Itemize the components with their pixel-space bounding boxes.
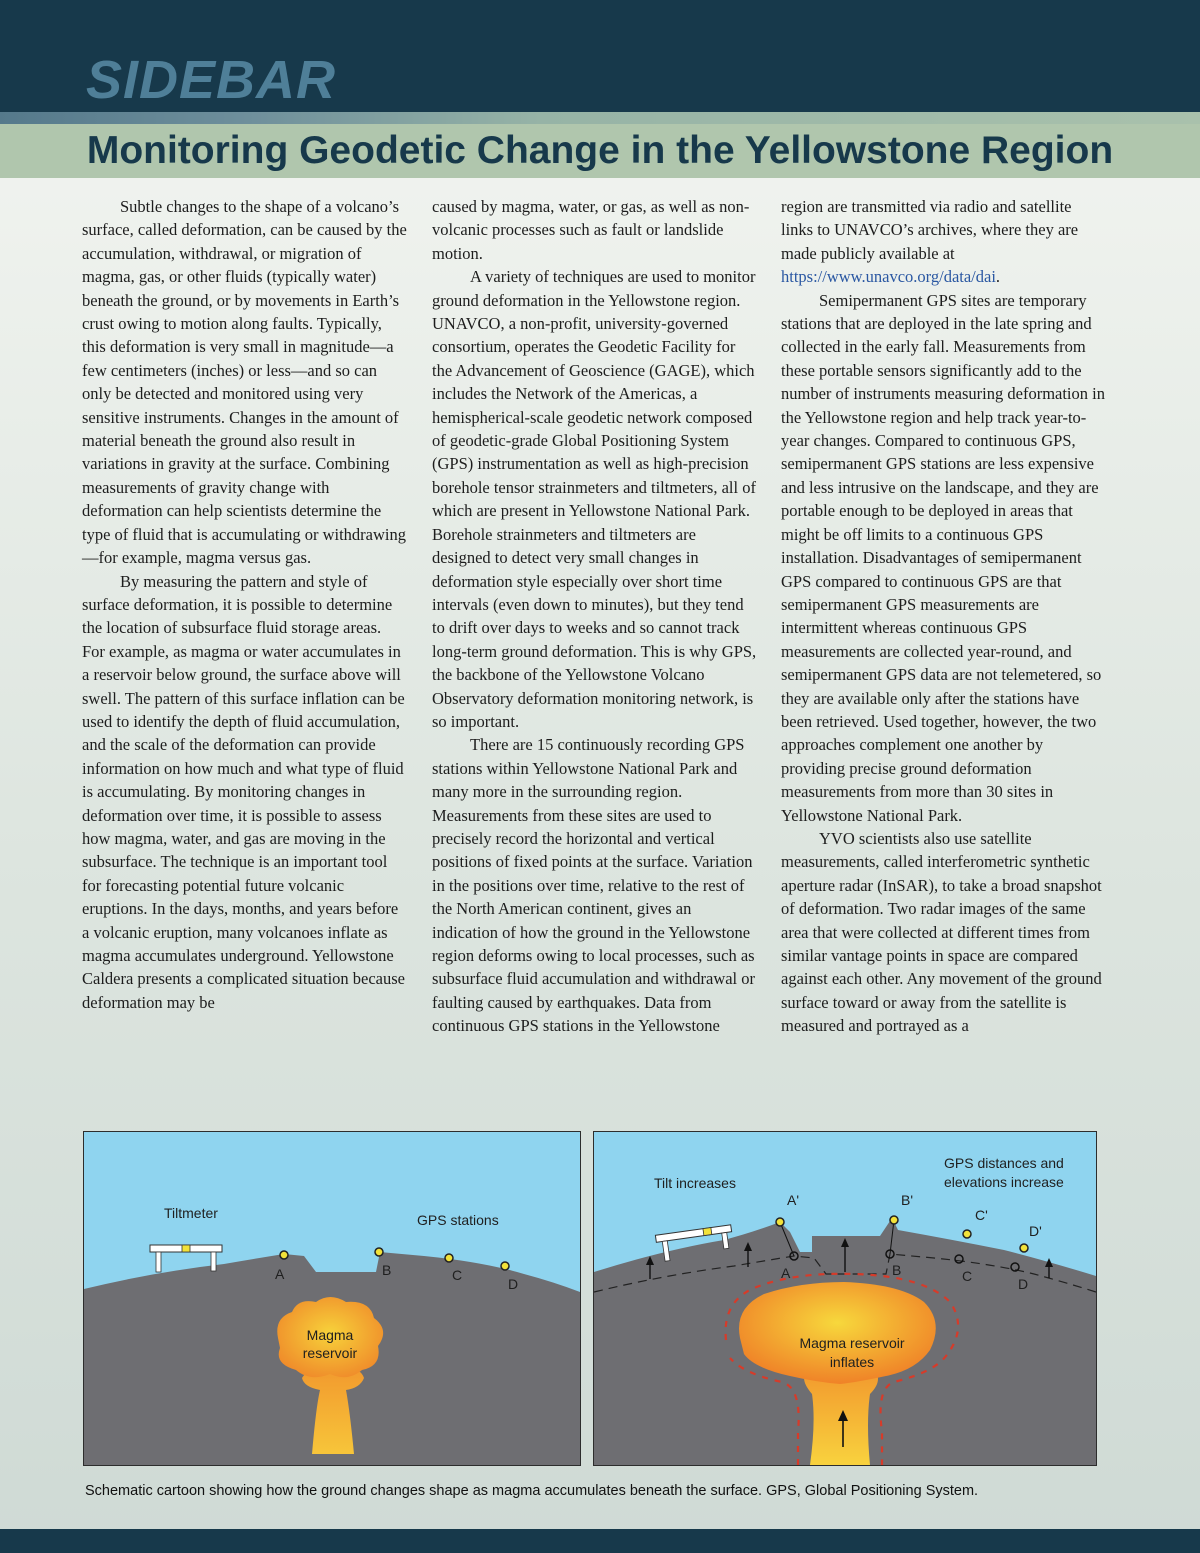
gps-station-icon [375, 1248, 383, 1256]
unavco-link[interactable]: https://www.unavco.org/data/dai [781, 267, 996, 287]
station-label-d: D [508, 1276, 519, 1292]
gps-station-icon [280, 1251, 288, 1259]
gps-station-icon [445, 1254, 453, 1262]
station-label-a-prime: A' [787, 1192, 800, 1208]
station-label-a: A [275, 1266, 285, 1282]
paragraph: By measuring the pattern and style of surface deformation, it is possible to determine the location of subsurface fluid storage areas. For example, as magma or water accumulates in a reservoir below ground, the surface above will swell. The pattern of this surface inflation can be used to identify the depth of fluid accumulation, and the scale of the deformation can provide information on how much and what type of fluid is accumulating. By monitoring changes in deformation over time, it is possible to assess how magma, water, and gas are moving in the subsurface. The technique is an important tool for forecasting potential future volcanic eruptions. In the days, months, and years before a volcanic eruption, many volcanoes inflate as magma accumulates underground. Yellowstone Caldera presents a complicated situation because deformation may be [82, 571, 405, 1012]
figure-caption: Schematic cartoon showing how the ground changes shape as magma accumulates beneath the surface. GPS, Global Positioning System. [85, 1483, 979, 1499]
gps-change-label-line1: GPS distances and [944, 1155, 1064, 1171]
station-label-b-prime: B' [901, 1192, 914, 1208]
sidebar-label: SIDEBAR [86, 50, 337, 110]
figure-panel-after [593, 1131, 1097, 1466]
cross-section-before [84, 1132, 580, 1465]
station-label-a: A [781, 1265, 791, 1281]
text-column-1 [82, 195, 407, 1014]
station-label-b: B [382, 1262, 392, 1278]
tiltmeter-label: Tiltmeter [164, 1205, 218, 1221]
station-label-d-prime: D' [1029, 1223, 1042, 1239]
gps-stations-label: GPS stations [417, 1212, 499, 1228]
paragraph-text: . [995, 267, 1001, 287]
tilt-increases-label: Tilt increases [654, 1175, 736, 1191]
footer-bar [0, 1529, 1200, 1553]
magma-label-line2: reservoir [302, 1345, 358, 1361]
header-divider [0, 112, 1200, 124]
gps-station-icon [1020, 1244, 1028, 1252]
paragraph: YVO scientists also use satellite measurements, called interferometric synthetic aperture radar (InSAR), to take a broad snapshot of deformation. Two radar images of the same area that were collected at different times from similar vantage points in space are compared against each other. Any movement of the ground surface toward or away from the satellite is measured and portrayed as a [781, 828, 1102, 1036]
gps-change-label-line2: elevations increase [944, 1174, 1064, 1190]
text-column-3 [781, 195, 1106, 1038]
figure-panel-before [83, 1131, 581, 1466]
gps-station-icon [776, 1218, 784, 1226]
paragraph: Subtle changes to the shape of a volcano’s surface, called deformation, can be caused by the accumulation, withdrawal, or migration of magma, gas, or other fluids (typically water) beneath the ground, or by movements in Earth’s crust owing to motion along faults. Typically, this deformation is very small in magnitude—a few centimeters (inches) or less—and so can only be detected and monitored using very sensitive instruments. Changes in the amount of material beneath the ground also result in variations in gravity at the surface. Combining measurements of gravity change with deformation can help scientists determine the type of fluid that is accumulating or withdrawing—for example, magma versus gas. [82, 197, 407, 568]
paragraph: A variety of techniques are used to monitor ground deformation in the Yellowstone region. UNAVCO, a non-profit, university-governed consortium, operates the Geodetic Facility for the Advancement of Geoscience (GAGE), which includes the Network of the Americas, a hemispherical-scale geodetic network composed of geodetic-grade Global Positioning System (GPS) instrumentation as well as high-precision borehole tensor strainmeters and tiltmeters, all of which are present in Yellowstone National Park. Borehole strainmeters and tiltmeters are designed to detect very small changes in deformation style especially over short time intervals (even down to minutes), but they tend to drift over days to weeks and so cannot track long-term ground deformation. This is why GPS, the backbone of the Yellowstone Volcano Observatory deformation monitoring network, is so important. [432, 267, 757, 731]
station-label-c: C [962, 1268, 973, 1284]
paragraph [781, 195, 1106, 289]
magma-label-line1: Magma reservoir [799, 1335, 905, 1351]
magma-label-line2: inflates [829, 1354, 875, 1370]
paragraph: There are 15 continuously recording GPS stations within Yellowstone National Park and many more in the surrounding region. Measurements from these sites are used to precisely record the horizontal and vertical positions of fixed points at the surface. Variation in the positions over time, relative to the rest of the North American continent, gives an indication of how the ground in the Yellowstone region deforms owing to local processes, such as subsurface fluid accumulation and withdrawal or faulting caused by earthquakes. Data from continuous GPS stations in the Yellowstone [432, 735, 756, 1036]
station-label-c-prime: C' [975, 1207, 988, 1223]
station-label-c: C [452, 1267, 463, 1283]
gps-station-icon [890, 1216, 898, 1224]
text-column-2 [432, 195, 757, 1038]
station-label-d: D [1018, 1276, 1029, 1292]
paragraph: Semipermanent GPS sites are temporary stations that are deployed in the late spring and collected in the early fall. Measurements from these portable sensors significantly add to the number of instruments measuring deformation in the Yellowstone region and help track year-to-year changes. Compared to continuous GPS, semipermanent GPS stations are less expensive and less intrusive on the landscape, and they are portable enough to be deployed in areas that might be off limits to a continuous GPS installation. Disadvantages of semipermanent GPS compared to continuous GPS are that semipermanent GPS measurements are intermittent whereas continuous GPS measurements are collected year-round, and semipermanent GPS data are not telemetered, so they are available only after the stations have been retrieved. Used together, however, the two approaches complement one another by providing precise ground deformation measurements from more than 30 sites in Yellowstone National Park. [781, 290, 1105, 825]
paragraph-text: region are transmitted via radio and satellite links to UNAVCO’s archives, where they are made publicly available at [781, 197, 1079, 263]
magma-label-line1: Magma [306, 1327, 354, 1343]
gps-station-icon [963, 1230, 971, 1238]
cross-section-after [594, 1132, 1096, 1465]
gps-station-icon [501, 1262, 509, 1270]
page-title: Monitoring Geodetic Change in the Yellowstone Region [86, 129, 1114, 172]
paragraph: caused by magma, water, or gas, as well as non-volcanic processes such as fault or landslide motion. [432, 197, 750, 263]
station-label-b: B [892, 1262, 902, 1278]
